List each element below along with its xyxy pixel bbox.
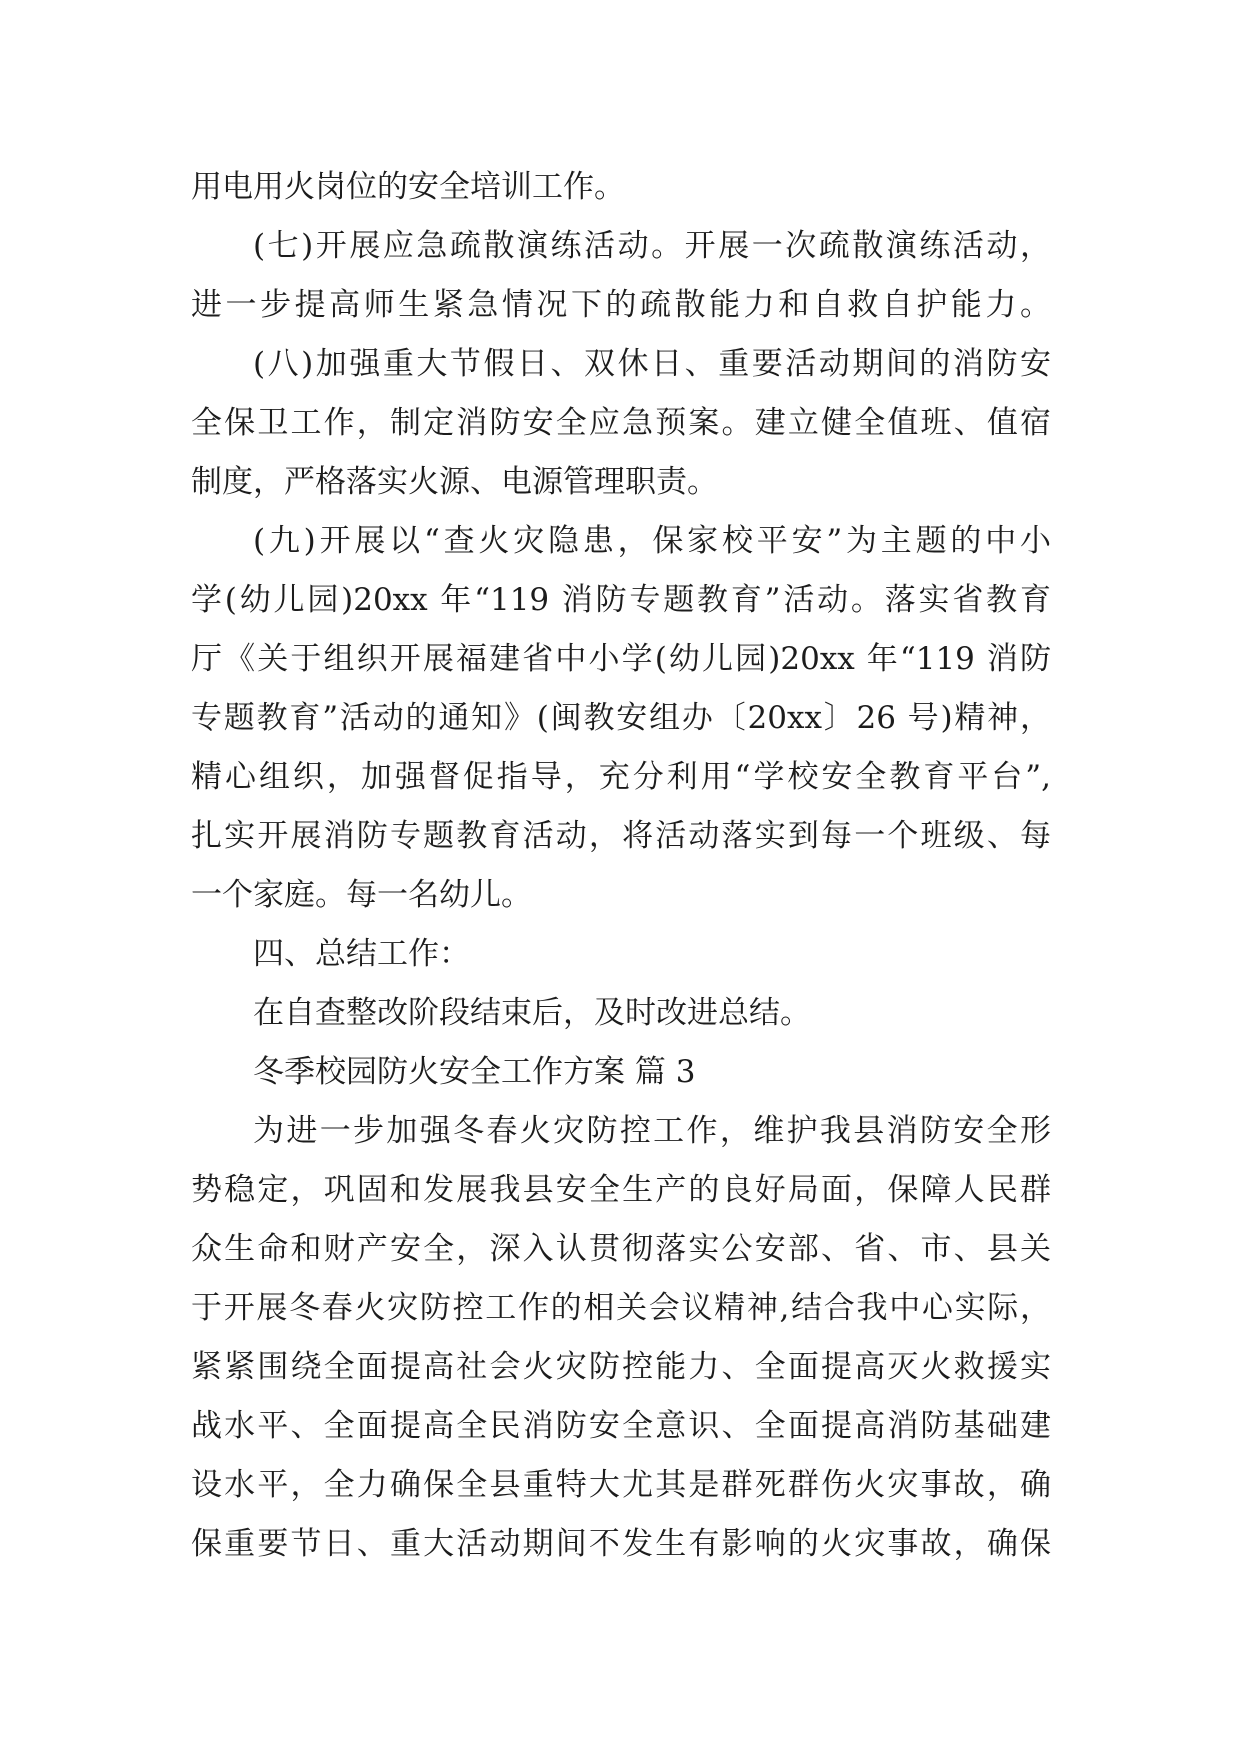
text-line: 全保卫工作，制定消防安全应急预案。建立健全值班、值宿 — [191, 405, 1051, 441]
text-line: (九)开展以“查火灾隐患，保家校平安”为主题的中小 — [253, 523, 1051, 559]
text-line: 为进一步加强冬春火灾防控工作，维护我县消防安全形 — [253, 1113, 1051, 1149]
text-line: 厅《关于组织开展福建省中小学(幼儿园)20xx 年“119 消防 — [191, 641, 1051, 677]
text-line: 众生命和财产安全，深入认贯彻落实公安部、省、市、县关 — [191, 1231, 1051, 1267]
text-line: 保重要节日、重大活动期间不发生有影响的火灾事故，确保 — [191, 1526, 1051, 1562]
text-line: 精心组织，加强督促指导，充分利用“学校安全教育平台”, — [191, 759, 1051, 795]
text-line: 专题教育”活动的通知》(闽教安组办〔20xx〕26 号)精神， — [191, 700, 1051, 736]
text-line: 设水平，全力确保全县重特大尤其是群死群伤火灾事故，确 — [191, 1467, 1051, 1503]
section-title: 冬季校园防火安全工作方案 篇 3 — [253, 1054, 696, 1090]
text-line: 制度，严格落实火源、电源管理职责。 — [191, 464, 718, 500]
text-line: 进一步提高师生紧急情况下的疏散能力和自救自护能力。 — [191, 287, 1051, 323]
text-line: (八)加强重大节假日、双休日、重要活动期间的消防安 — [253, 346, 1051, 382]
text-line: 在自查整改阶段结束后，及时改进总结。 — [253, 995, 811, 1031]
text-line: 于开展冬春火灾防控工作的相关会议精神,结合我中心实际， — [191, 1290, 1051, 1326]
section-heading: 四、总结工作： — [253, 936, 470, 972]
text-line: 一个家庭。每一名幼儿。 — [191, 877, 532, 913]
text-line: 扎实开展消防专题教育活动，将活动落实到每一个班级、每 — [191, 818, 1051, 854]
text-line: 学(幼儿园)20xx 年“119 消防专题教育”活动。落实省教育 — [191, 582, 1051, 618]
text-line: 用电用火岗位的安全培训工作。 — [191, 169, 625, 205]
text-line: (七)开展应急疏散演练活动。开展一次疏散演练活动， — [253, 228, 1051, 264]
text-line: 战水平、全面提高全民消防安全意识、全面提高消防基础建 — [191, 1408, 1051, 1444]
text-line: 紧紧围绕全面提高社会火灾防控能力、全面提高灭火救援实 — [191, 1349, 1051, 1385]
text-line: 势稳定，巩固和发展我县安全生产的良好局面，保障人民群 — [191, 1172, 1051, 1208]
